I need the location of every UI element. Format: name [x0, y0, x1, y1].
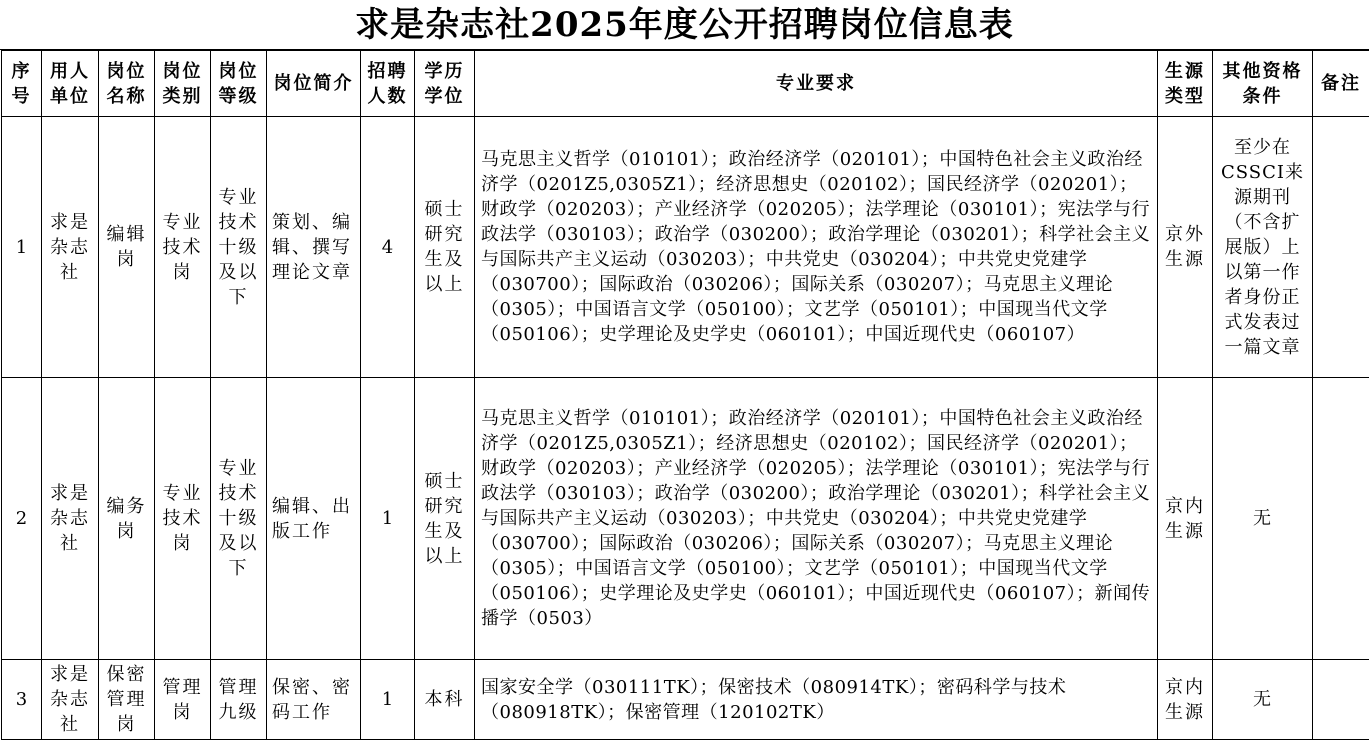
cell-post-name: 保密管理岗 — [99, 660, 155, 740]
header-seq: 序号 — [2, 51, 42, 117]
cell-other: 无 — [1213, 378, 1313, 660]
cell-unit: 求是杂志社 — [42, 117, 99, 378]
cell-post-desc: 保密、密码工作 — [267, 660, 361, 740]
cell-count: 1 — [361, 660, 415, 740]
cell-post-type: 专业技术岗 — [155, 117, 211, 378]
header-post-type: 岗位类别 — [155, 51, 211, 117]
cell-post-desc: 编辑、出版工作 — [267, 378, 361, 660]
cell-source: 京外生源 — [1158, 117, 1213, 378]
cell-note — [1313, 117, 1369, 378]
header-note: 备注 — [1313, 51, 1369, 117]
cell-degree: 硕士研究生及以上 — [415, 378, 475, 660]
table-row — [2, 117, 1369, 378]
cell-seq: 1 — [2, 117, 42, 378]
header-post-desc: 岗位简介 — [267, 51, 361, 117]
cell-post-level: 管理九级 — [211, 660, 267, 740]
cell-post-type: 管理岗 — [155, 660, 211, 740]
cell-note — [1313, 660, 1369, 740]
header-degree: 学历学位 — [415, 51, 475, 117]
table-row — [2, 660, 1369, 740]
cell-major: 国家安全学（030111TK）；保密技术（080914TK）；密码科学与技术（080918TK）；保密管理（120102TK） — [475, 660, 1158, 740]
cell-source: 京内生源 — [1158, 660, 1213, 740]
cell-count: 4 — [361, 117, 415, 378]
cell-count: 1 — [361, 378, 415, 660]
header-unit: 用人单位 — [42, 51, 99, 117]
cell-post-name: 编辑岗 — [99, 117, 155, 378]
header-post-name: 岗位名称 — [99, 51, 155, 117]
cell-major: 马克思主义哲学（010101）；政治经济学（020101）；中国特色社会主义政治经济学（0201Z5,0305Z1）；经济思想史（020102）；国民经济学（020201）；财政学（020203）；产业经济学（020205）；法学理论（030101）；宪法学与行政法学（030103）；政治学（030200）；政治学理论（030201）；科学社会主义与国际共产主义运动（030203）；中共党史（030204）；中共党史党建学（030700）；国际政治（030206）；国际关系（030207）；马克思主义理论（0305）；中国语言文学（050100）；文艺学（050101）；中国现当代文学（050106）；史学理论及史学史（060101）；中国近现代史（060107）；新闻传播学（0503） — [475, 378, 1158, 660]
cell-degree: 本科 — [415, 660, 475, 740]
cell-unit: 求是杂志社 — [42, 378, 99, 660]
header-count: 招聘人数 — [361, 51, 415, 117]
cell-post-level: 专业技术十级及以下 — [211, 117, 267, 378]
cell-post-level: 专业技术十级及以下 — [211, 378, 267, 660]
cell-degree: 硕士研究生及以上 — [415, 117, 475, 378]
cell-source: 京内生源 — [1158, 378, 1213, 660]
cell-post-name: 编务岗 — [99, 378, 155, 660]
header-source: 生源类型 — [1158, 51, 1213, 117]
cell-post-type: 专业技术岗 — [155, 378, 211, 660]
cell-post-desc: 策划、编辑、撰写理论文章 — [267, 117, 361, 378]
table-row — [2, 378, 1369, 660]
header-row — [2, 51, 1369, 117]
recruitment-table — [1, 50, 1369, 740]
header-post-level: 岗位等级 — [211, 51, 267, 117]
cell-major: 马克思主义哲学（010101）；政治经济学（020101）；中国特色社会主义政治经济学（0201Z5,0305Z1）；经济思想史（020102）；国民经济学（020201）；财政学（020203）；产业经济学（020205）；法学理论（030101）；宪法学与行政法学（030103）；政治学（030200）；政治学理论（030201）；科学社会主义与国际共产主义运动（030203）；中共党史（030204）；中共党史党建学（030700）；国际政治（030206）；国际关系（030207）；马克思主义理论（0305）；中国语言文学（050100）；文艺学（050101）；中国现当代文学（050106）；史学理论及史学史（060101）；中国近现代史（060107） — [475, 117, 1158, 378]
header-major: 专业要求 — [475, 51, 1158, 117]
cell-unit: 求是杂志社 — [42, 660, 99, 740]
cell-seq: 3 — [2, 660, 42, 740]
header-other: 其他资格条件 — [1213, 51, 1313, 117]
cell-seq: 2 — [2, 378, 42, 660]
cell-other: 至少在CSSCI来源期刊（不含扩展版）上以第一作者身份正式发表过一篇文章 — [1213, 117, 1313, 378]
page-title: 求是杂志社2025年度公开招聘岗位信息表 — [0, 0, 1369, 50]
cell-note — [1313, 378, 1369, 660]
cell-other: 无 — [1213, 660, 1313, 740]
